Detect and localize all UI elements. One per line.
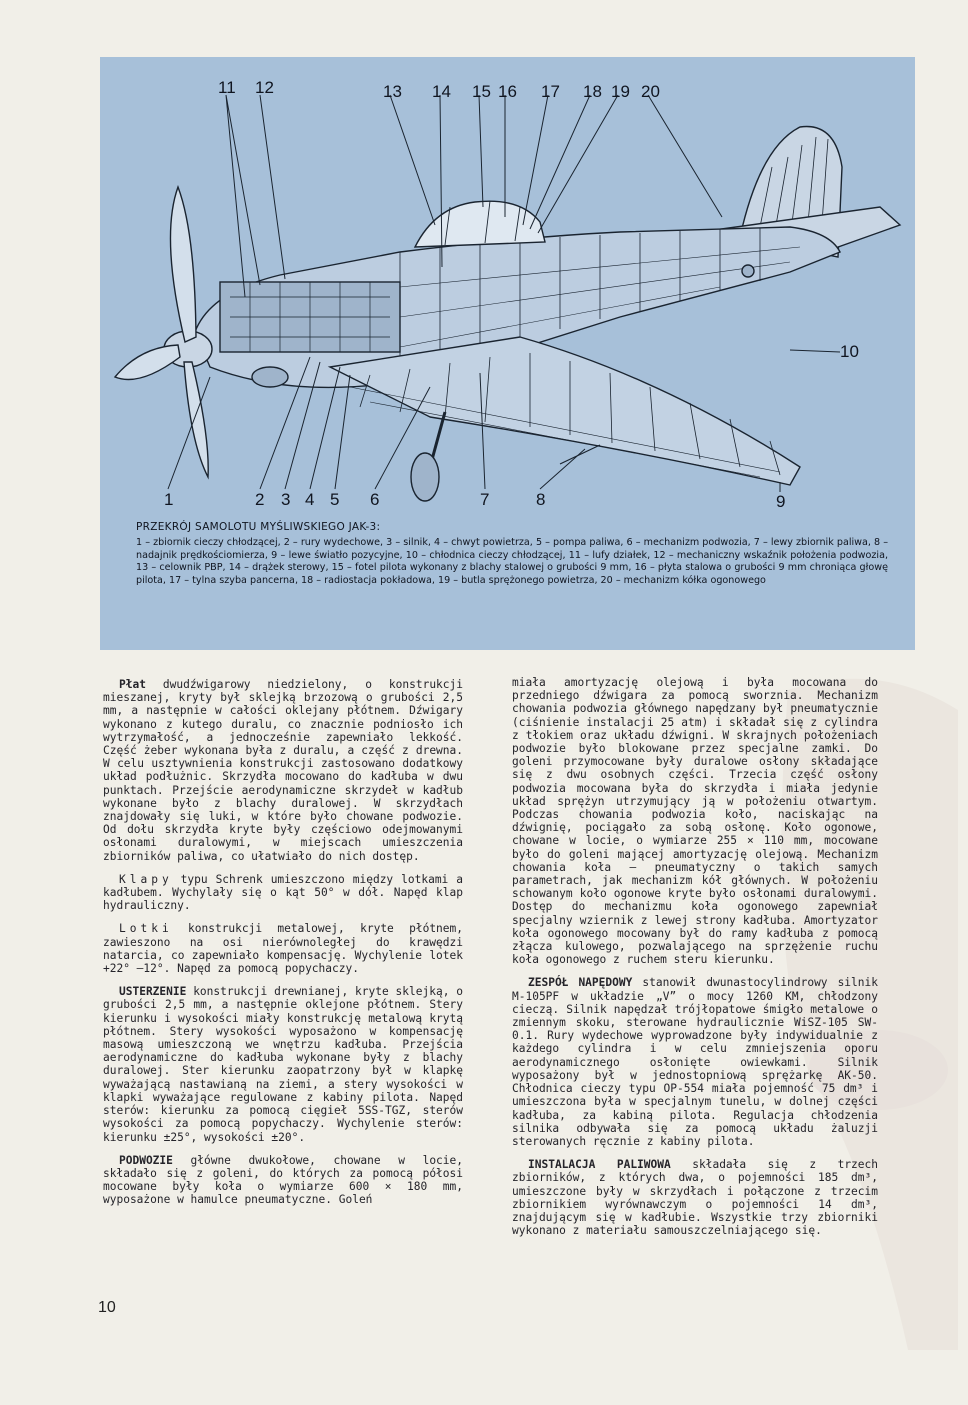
section-lead-usterzenie: USTERZENIE [119,985,187,999]
text-column-left [103,678,463,1217]
callout-11: 11 [218,78,236,97]
paragraph-lotki: konstrukcji metalowej, kryte płótnem, zawieszono na osi nierównoległej do krawędzi natarcia, co zapewniało kompensację. Wychylenie lotek +22° –12°. Napęd za pomocą popychaczy. [103,922,463,976]
paragraph-zespol-napedowy: stanowił dwunastocylindrowy silnik M-105PF w układzie „V” o mocy 1260 KM, chłodzony cieczą. Silnik napędzał trójłopatowe śmigło metalowe o zmiennym skoku, sterowane hydraulicznie WiSZ-105 SW-0.1. Rury wydechowe wyprowadzone były indywidualnie z każdego cylindra i w celu zmniejszenia oporu aerodynamicznego osłonięte owiewkami. Silnik wyposażony był w jednostopniową sprężarkę AK-50. Chłodnica cieczy typu OP-554 miała pojemność 75 dm³ i umieszczona była w specjalnym tunelu, w dolnej części kadłuba, za kabiną pilota. Regulacja chłodzenia silnika odbywała się za pomocą układu żaluzji sterowanych ręcznie z kabiny pilota. [512,976,878,1148]
aircraft-cutaway-figure [100,57,915,650]
paragraph-podwozie-continued: miała amortyzację olejową i była mocowana do przedniego dźwigara za pomocą sworznia. Mechanizm chowania podwozia głównego napędzany był pneumatycznie (ciśnienie instalacji 25 atm) i składał się z cylindra z tłokiem oraz układu dźwigni. W skrajnych położeniach podwozie było blokowane przez specjalne zamki. Do goleni przymocowane były duralowe osłony składające się z dwu osobnych części. Trzecia część osłony podwozia mocowana była do skrzydła i miała jedynie układ sprężyn utrzymujący ją w położeniu otwartym. Podczas chowania podwozia koło, naciskając na dźwignię, pociągało za sobą osłonę. Koło ogonowe, chowane w locie, o wymiarze 255 × 110 mm, mocowane było do goleni mającej amortyzację olejową. Mechanizm chowania koła — pneumatyczny o takich samych parametrach, jak mechanizm kół głównych. W położeniu schowanym koło ogonowe kryte było osłonami duralowymi. Dostęp do mechanizmu koła ogonowego zapewniał specjalny wziernik z lewej strony kadłuba. Amortyzator koła ogonowego mocowany był do ramy kadłuba z pomocą złącza kulowego, pozwalającego na sprzężenie ruchu koła ogonowego z ruchem steru kierunku. [512,676,878,967]
paragraph-podwozie: główne dwukołowe, chowane w locie, składało się z goleni, do których za pomocą półosi mocowane były koła o wymiarze 600 × 180 mm, wyposażone w hamulce pneumatyczne. Goleń [103,1153,463,1207]
paragraph-plat: dwudźwigarowy niedzielony, o konstrukcji mieszanej, kryty był sklejką brzozową o grubości 2,5 mm, a następnie w całości oklejany płótnem. Dźwigary wykonano z kutego duralu, co znacznie podniosło ich wytrzymałość, a jednocześnie zapewniało lekkość. Część żeber wykonana była z duralu, a część z drewna. W celu usztywnienia konstrukcji zastosowano dodatkowy układ podłużnic. Skrzydła mocowano do kadłuba w dwu punktach. Przejście aerodynamiczne skrzydeł w kadłub wykonane było z blachy duralowej. W skrzydłach znajdowały się luki, w które było chowane podwozie. Od dołu skrzydła kryte były częściowo odejmowanymi osłonami duralowymi, w miejscach umieszczenia zbiorników paliwa, co ułatwiało do nich dostęp. [103,678,463,863]
callout-9: 9 [776,492,786,511]
callout-3: 3 [281,490,291,509]
paragraph-usterzenie: konstrukcji drewnianej, kryte sklejką, o grubości 2,5 mm, a następnie oklejone płótnem. Stery kierunku i wysokości miały konstrukcję metalową krytą płótnem. Stery wysokości wyposażono w kompensację masową umieszczoną we wnętrzu kadłuba. Przejścia aerodynamiczne do kadłuba wykonane były z blachy duralowej. Ster kierunku zaopatrzony był w klapkę wyważającą nastawianą na ziemi, a stery wysokości w klapki wyważające regulowane z kabiny pilota. Napęd sterów: kierunku za pomocą cięgieł 5SS-TGZ, sterów wysokości za pomocą popychaczy. Wychylenie sterów: kierunku ±25°, wysokości ±20°. [103,985,463,1144]
callout-12: 12 [255,78,274,97]
paragraph-klapy: typu Schrenk umieszczono między lotkami a kadłubem. Wychylały się o kąt 50° w dół. Napęd klap hydrauliczny. [103,872,463,913]
figure-caption [136,521,888,587]
section-lead-podwozie: PODWOZIE [119,1153,173,1167]
section-lead-instalacja: INSTALACJA PALIWOWA [528,1158,671,1172]
callout-18: 18 [583,82,602,101]
callout-2: 2 [255,490,265,509]
aircraft-cutaway-drawing [100,57,915,527]
section-lead-plat: Płat [119,678,146,691]
caption-legend: 1 – zbiornik cieczy chłodzącej, 2 – rury wydechowe, 3 – silnik, 4 – chwyt powietrza, 5 – pompa paliwa, 6 – mechanizm podwozia, 7 – lewy zbiornik paliwa, 8 – nadajnik prędkościomierza, 9 – lewe światło pozycyjne, 10 – chłodnica cieczy chłodzącej, 11 – lufy działek, 12 – mechaniczny wskaźnik położenia podwozia, 13 – celownik PBP, 14 – drążek sterowy, 15 – fotel pilota wykonany z blachy stalowej o grubości 9 mm, 16 – płyta stalowa o grubości 9 mm chroniąca głowę pilota, 17 – tylna szyba pancerna, 18 – radiostacja pokładowa, 19 – butla sprężonego powietrza, 20 – mechanizm kółka ogonowego [136,537,888,586]
callout-5: 5 [330,490,340,509]
callout-14: 14 [432,82,451,101]
callout-6: 6 [370,490,380,509]
section-lead-zespol: ZESPÓŁ NAPĘDOWY [528,976,633,990]
callout-20: 20 [641,82,660,101]
paragraph-instalacja-paliwowa: składała się z trzech zbiorników, z których dwa, o pojemności 185 dm³, umieszczone były w skrzydłach i połączone z trzecim zbiornikiem wyrównawczym o pojemności 14 dm³, znajdującym się w kadłubie. Wszystkie trzy zbiorniki wykonano z materiału samouszczelniającego się. [512,1158,878,1238]
callout-13: 13 [383,82,402,101]
callout-4: 4 [305,490,315,509]
section-lead-klapy: Klapy [119,872,173,886]
callout-7: 7 [480,490,490,509]
section-lead-lotki: Lotki [119,922,173,936]
caption-title: PRZEKRÓJ SAMOLOTU MYŚLIWSKIEGO JAK-3: [136,521,381,533]
callout-19: 19 [611,82,630,101]
callout-8: 8 [536,490,546,509]
text-column-right [512,676,878,1247]
page-number: 10 [98,1299,116,1316]
callout-10: 10 [840,342,859,361]
callout-15: 15 [472,82,491,101]
callout-1: 1 [164,490,174,509]
callout-16: 16 [498,82,517,101]
callout-17: 17 [541,82,560,101]
